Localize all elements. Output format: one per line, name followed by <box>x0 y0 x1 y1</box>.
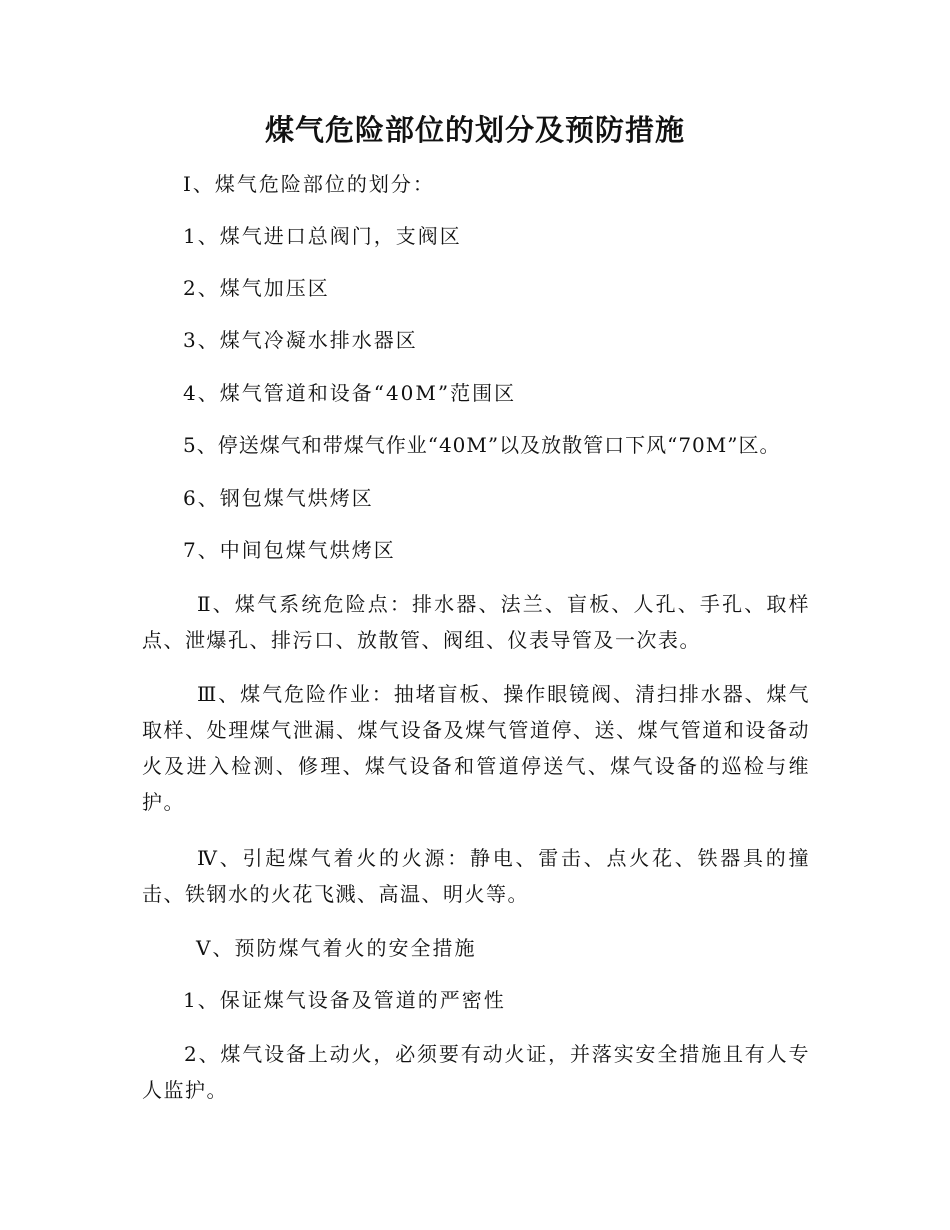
section-1-item-1: 1、煤气进口总阀门，支阀区 <box>183 224 462 248</box>
section-1-item-5: 5、停送煤气和带煤气作业“40M”以及放散管口下风“70M”区。 <box>183 433 781 457</box>
section-1-item-2: 2、煤气加压区 <box>183 276 330 300</box>
section-5-item-1: 1、保证煤气设备及管道的严密性 <box>183 988 506 1012</box>
section-1-item-3: 3、煤气冷凝水排水器区 <box>183 328 418 352</box>
section-5-item-2: 2、煤气设备上动火，必须要有动火证，并落实安全措施且有人专人监护。 <box>142 1042 810 1102</box>
section-1-item-7: 7、中间包煤气烘烤区 <box>183 538 396 562</box>
section-1-heading: Ⅰ、煤气危险部位的划分： <box>183 172 435 196</box>
section-1-item-6: 6、钢包煤气烘烤区 <box>183 486 374 510</box>
section-4-paragraph: Ⅳ、引起煤气着火的火源：静电、雷击、点火花、铁器具的撞击、铁钢水的火花飞溅、高温、明火等。 <box>142 846 810 906</box>
section-1-item-4: 4、煤气管道和设备“40M”范围区 <box>183 381 517 405</box>
section-5-heading: Ⅴ、预防煤气着火的安全措施 <box>196 936 477 960</box>
section-2-paragraph: Ⅱ、煤气系统危险点：排水器、法兰、盲板、人孔、手孔、取样点、泄爆孔、排污口、放散管、阀组、仪表导管及一次表。 <box>142 592 810 652</box>
document-title: 煤气危险部位的划分及预防措施 <box>264 113 685 147</box>
section-3-paragraph: Ⅲ、煤气危险作业：抽堵盲板、操作眼镜阀、清扫排水器、煤气取样、处理煤气泄漏、煤气设备及煤气管道停、送、煤气管道和设备动火及进入检测、修理、煤气设备和管道停送气、煤气设备的巡检与维护。 <box>142 682 810 814</box>
